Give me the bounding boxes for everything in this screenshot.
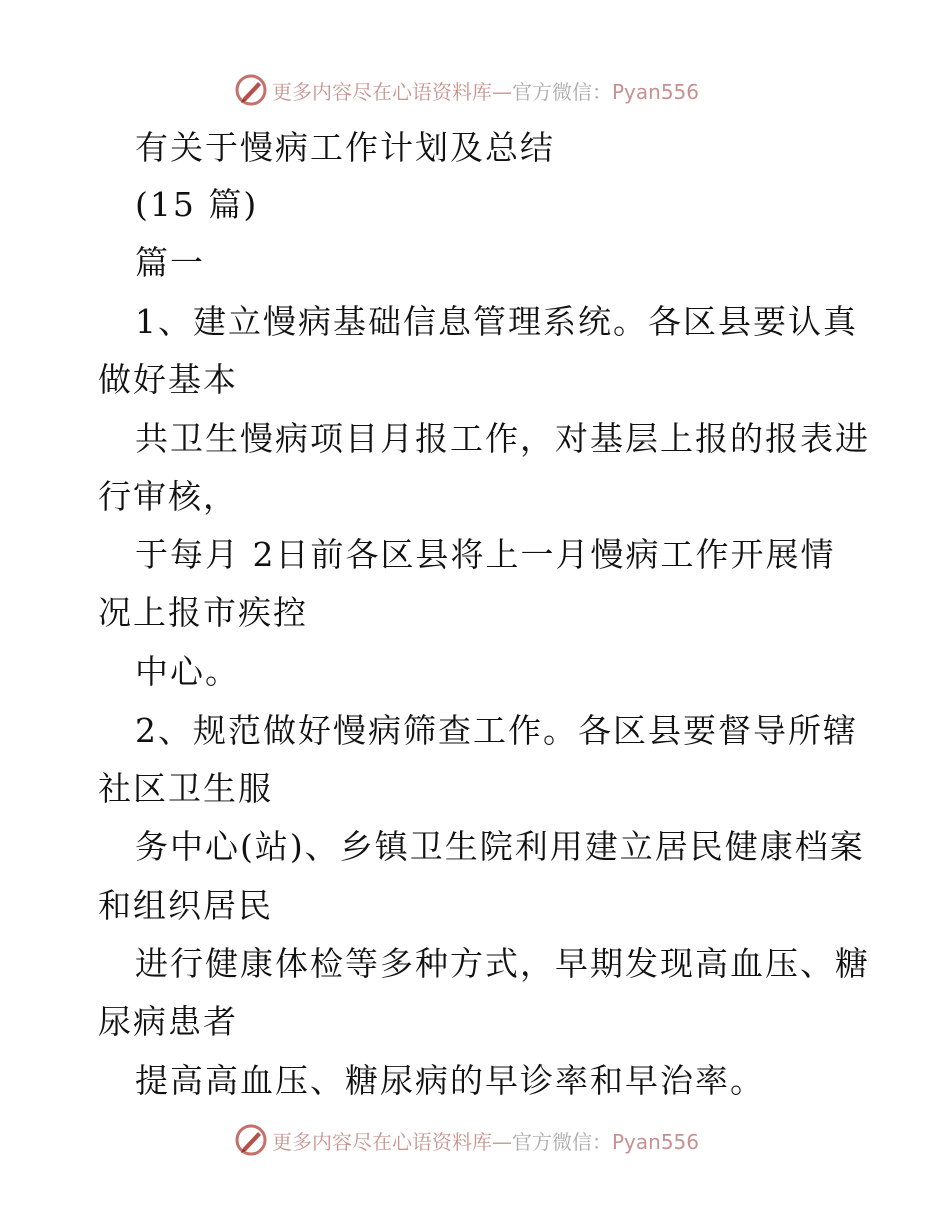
banner-text bbox=[272, 76, 699, 105]
banner-contact-label: 官方微信： bbox=[512, 79, 612, 104]
paragraph-line: 进行健康体检等多种方式，早期发现高血压、糖 bbox=[135, 944, 870, 983]
paragraph-line: 于每月 2日前各区县将上一月慢病工作开展情 bbox=[135, 535, 836, 574]
banner-wechat-id: Pyan556 bbox=[612, 1129, 700, 1154]
banner-contact-label: 官方微信： bbox=[512, 1129, 612, 1154]
paragraph-line: 中心。 bbox=[135, 652, 240, 691]
paragraph-line: 2、规范做好慢病筛查工作。各区县要督导所辖 bbox=[135, 711, 858, 750]
paragraph-line: 共卫生慢病项目月报工作，对基层上报的报表进 bbox=[135, 419, 870, 458]
banner-site-text: 更多内容尽在心语资料库 bbox=[272, 1129, 492, 1154]
paragraph-line: 行审核， bbox=[98, 477, 238, 516]
paragraph-line: 尿病患者 bbox=[98, 1002, 238, 1041]
banner-wechat-id: Pyan556 bbox=[612, 79, 700, 104]
banner-dash: — bbox=[492, 1129, 512, 1154]
document-title: 有关于慢病工作计划及总结 bbox=[135, 128, 555, 167]
section-heading: 篇一 bbox=[135, 243, 205, 282]
pen-logo-icon bbox=[234, 73, 268, 107]
paragraph-line: 况上报市疾控 bbox=[98, 593, 308, 632]
paragraph-line: 务中心(站)、乡镇卫生院利用建立居民健康档案 bbox=[135, 827, 865, 866]
banner-site-text: 更多内容尽在心语资料库 bbox=[272, 79, 492, 104]
document-subtitle: (15 篇) bbox=[135, 185, 259, 224]
paragraph-line: 和组织居民 bbox=[98, 886, 273, 925]
paragraph-line: 提高高血压、糖尿病的早诊率和早治率。 bbox=[135, 1061, 765, 1100]
header-watermark-banner bbox=[234, 70, 699, 110]
banner-dash: — bbox=[492, 79, 512, 104]
paragraph-line: 社区卫生服 bbox=[98, 769, 273, 808]
footer-watermark-banner bbox=[234, 1120, 699, 1160]
paragraph-line: 做好基本 bbox=[98, 360, 238, 399]
banner-text bbox=[272, 1126, 699, 1155]
paragraph-line: 1、建立慢病基础信息管理系统。各区县要认真 bbox=[135, 302, 858, 341]
pen-logo-icon bbox=[234, 1123, 268, 1157]
